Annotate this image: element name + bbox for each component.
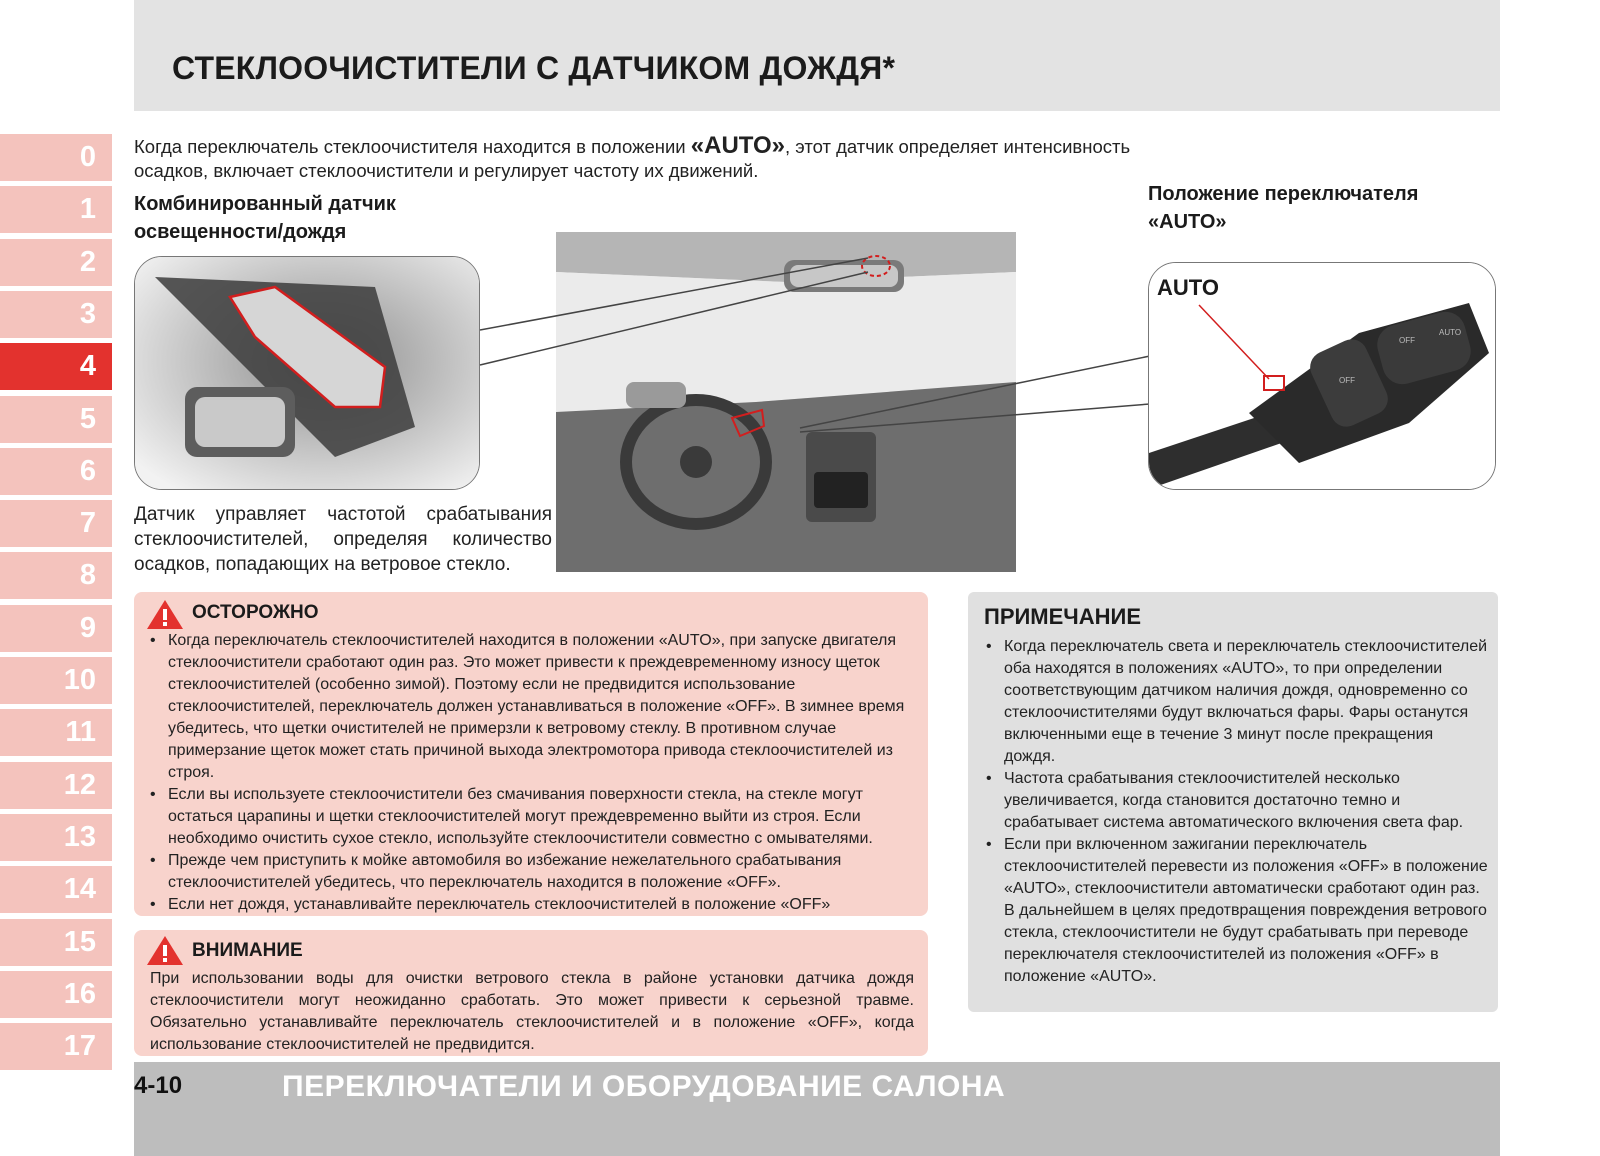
caution-list (144, 630, 922, 916)
warning-box (134, 930, 928, 1056)
intro-before: Когда переключатель стеклоочистителя находится в положении (134, 136, 691, 157)
chapter-tab-14[interactable]: 14 (0, 866, 112, 913)
auto-label: AUTO (1157, 275, 1219, 300)
chapter-tab-2[interactable]: 2 (0, 239, 112, 286)
chapter-tab-8[interactable]: 8 (0, 552, 112, 599)
chapter-tab-1[interactable]: 1 (0, 186, 112, 233)
caution-box (134, 592, 928, 916)
note-list (980, 636, 1488, 988)
switch-heading-line1: Положение переключателя (1148, 183, 1419, 205)
intro-after: , этот датчик определяет интенсивность осадков, включает стеклоочистители и регулирует частоту их движений. (134, 136, 1131, 181)
page-number: 4-10 (134, 1072, 183, 1099)
section-title: ПЕРЕКЛЮЧАТЕЛИ И ОБОРУДОВАНИЕ САЛОНА (282, 1070, 1006, 1103)
sensor-heading-line2: освещенности/дождя (134, 221, 347, 243)
warning-triangle-icon (146, 598, 184, 630)
caution-title: ОСТОРОЖНО (192, 602, 319, 623)
chapter-tab-9[interactable]: 9 (0, 605, 112, 652)
chapter-tab-5[interactable]: 5 (0, 396, 112, 443)
chapter-tab-4[interactable]: 4 (0, 343, 112, 390)
caution-item: • Если вы используете стеклоочистители без смачивания поверхности стекла, на стекле могут остаться царапины и щетки стеклоочистителей могут преждевременно выйти из строя. Если необходимо очистить сухое стекло, используйте стеклоочистители совместно с омывателями. (144, 784, 922, 850)
note-title: ПРИМЕЧАНИЕ (984, 604, 1142, 629)
chapter-tab-7[interactable]: 7 (0, 500, 112, 547)
chapter-tab-10[interactable]: 10 (0, 657, 112, 704)
page-title: СТЕКЛООЧИСТИТЕЛИ С ДАТЧИКОМ ДОЖДЯ* (172, 50, 896, 86)
warning-title: ВНИМАНИЕ (192, 940, 303, 961)
chapter-tab-12[interactable]: 12 (0, 762, 112, 809)
switch-image (1148, 262, 1496, 490)
sensor-description: Датчик управляет частотой срабатывания стеклоочистителей, определяя количество осадков, попадающих на ветровое стекло. (134, 504, 552, 575)
page-footer (134, 1062, 1500, 1156)
chapter-tab-17[interactable]: 17 (0, 1023, 112, 1070)
chapter-tab-0[interactable]: 0 (0, 134, 112, 181)
chapter-tab-3[interactable]: 3 (0, 291, 112, 338)
chapter-tab-13[interactable]: 13 (0, 814, 112, 861)
chapter-tab-16[interactable]: 16 (0, 971, 112, 1018)
caution-item: • Если нет дождя, устанавливайте переключатель стеклоочистителей в положение «OFF» (144, 894, 922, 916)
note-item: • Если при включенном зажигании переключатель стеклоочистителей перевести из положения «OFF» в положение «AUTO», стеклоочистители автоматически сработают один раз. В дальнейшем в целях предотвращения повреждения ветрового стекла, стеклоочистители не будут срабатывать при переводе переключателя стеклоочистителей из положения «OFF» в положение «AUTO». (980, 834, 1488, 988)
intro-auto: «AUTO» (690, 132, 786, 159)
svg-text:OFF: OFF (1339, 376, 1355, 385)
warning-text: При использовании воды для очистки ветрового стекла в районе установки датчика дождя стеклоочистители могут неожиданно сработать. Это может привести к серьезной травме. Обязательно устанавливайте переключатель стеклоочистителей и в положение «OFF», когда использование стеклоочистителей не предвидится. (150, 970, 914, 1053)
caution-item: • Когда переключатель стеклоочистителей находится в положении «AUTO», при запуске двигателя стеклоочистители сработают один раз. Это может привести к преждевременному износу щеток стеклоочистителей (особенно зимой). Поэтому если не предвидится использование стеклоочистителей, переключатель должен устанавливаться в положение «OFF». В зимнее время убедитесь, что щетки очистителей не примерзли к ветровому стеклу. В противном случае примерзание щеток может стать причиной выхода электромотора привода стеклоочистителей из строя. (144, 630, 922, 784)
note-item: • Частота срабатывания стеклоочистителей несколько увеличивается, когда становится достаточно темно и срабатывает система автоматического включения света фар. (980, 768, 1488, 834)
note-box (968, 592, 1498, 1012)
switch-heading-line2: «AUTO» (1148, 211, 1227, 233)
chapter-tab-11[interactable]: 11 (0, 709, 112, 756)
chapter-tab-6[interactable]: 6 (0, 448, 112, 495)
sensor-heading-line1: Комбинированный датчик (134, 193, 396, 215)
warning-triangle-icon (146, 934, 184, 966)
svg-text:AUTO: AUTO (1439, 328, 1462, 337)
note-item: • Когда переключатель света и переключатель стеклоочистителей оба находятся в положениях «AUTO», то при определении соответствующим датчиком наличия дождя, одновременно со стеклоочистителями будут включаться фары. Фары останутся включенными еще в течение 3 минут после прекращения дождя. (980, 636, 1488, 768)
chapter-tab-15[interactable]: 15 (0, 919, 112, 966)
svg-text:OFF: OFF (1399, 336, 1415, 345)
caution-item: • Прежде чем приступить к мойке автомобиля во избежание нежелательного срабатывания стеклоочистителей убедитесь, что переключатель находится в положение «OFF». (144, 850, 922, 894)
